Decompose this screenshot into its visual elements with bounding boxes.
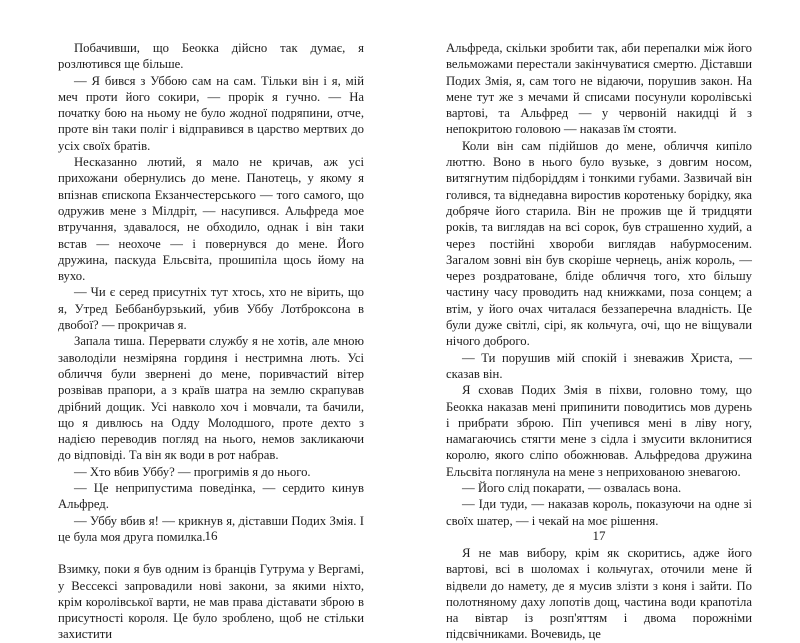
paragraph: — Уббу вбив я! — крикнув я, діставши Подих Змія. І це була моя друга помилка.	[58, 513, 364, 544]
paragraph: — Ти порушив мій спокій і зневажив Христа, — сказав він.	[446, 350, 752, 381]
right-page	[446, 40, 752, 643]
paragraph: — Хто вбив Уббу? — прогримів я до нього.	[74, 464, 311, 479]
page-number-right: 17	[592, 528, 606, 543]
paragraph: Коли він сам підійшов до мене, обличчя кипіло люттю. Воно в нього було вузьке, з довгим носом, витягнутим підборіддям і тонкими губами. Зазвичай він голився, та віднедавна виростив коротеньку борідку, яка добряче його старила. Він не прожив ще й тридцяти років, та виглядав на всі сорок, був страшенно худий, а через постійні хвороби виглядав набурмосеним. Загалом зовні він був скоріше чернець, аніж король, — через роздратоване, бліде обличчя того, хто більшу частину часу проводить над книжками, поза сонцем; а втім, у його очах читалася беззаперечна владність. Це були дуже світлі, сірі, як кольчуга, очі, що не віщували нічого доброго.	[446, 138, 752, 349]
paragraph: — Його слід покарати, — озвалась вона.	[462, 481, 682, 496]
paragraph: Несказанно лютий, я мало не кричав, аж усі прихожани обернулись до мене. Панотець, у якому я впізнав єпископа Екзанчестерського — того самого, що одружив мене з Мілдріт, — насупився. Альфреда мое втручання, здавалося, не обходило, однак і він таки встав — неохоче — і повернувся до мене. Його дружина, паскуда Ельсвіта, прошипіла щось йому на вухо.	[58, 155, 364, 284]
left-page	[58, 40, 364, 643]
paragraph: — Чи є серед присутніх тут хтось, хто не вірить, що я, Утред Беббанбурзький, убив Уббу Лотброксона в двобої? — прокричав я.	[58, 285, 364, 333]
paragraph: — Я бився з Уббою сам на сам. Тільки він і я, мій меч проти його сокири, — прорік я гучно. — На початку бою на ньому не було жодної подряпини, отче, проте він таки поліг і відправився в царство мертвих до усіх своїх братів.	[58, 73, 364, 153]
paragraph: Взимку, поки я був одним із бранців Гутрума у Вергамі, у Вессексі запровадили нові закони, за якими ніхто, крім королівської варти, не мав права діставати зброю в присутності короля. Це було зроблено, щоб не стільки захистити	[58, 562, 364, 642]
paragraph: Альфреда, скільки зробити так, аби перепалки між його вельможами перестали закінчуватися смертю. Діставши Подих Змія, я, сам того не відаючи, порушив закон. На мене тут же з мечами й списами посунули королівські вартові, та Альфред — у червоній накидці й з непокритою головою — наказав їм стояти.	[446, 41, 752, 137]
paragraph: Побачивши, що Беокка дійсно так думає, я розлютився ще більше.	[58, 41, 364, 72]
paragraph: — Це неприпустима поведінка, — сердито кинув Альфред.	[58, 481, 364, 512]
paragraph: Я не мав вибору, крім як скоритись, адже його вартові, всі в шоломах і кольчугах, оточили мене й відвели до намету, де я мусив злізти з коня і зайти. По полотняному даху лопотів дощ, частина води крапотіла на вівтар із розп'яттям і двома порожніми підсвічниками. Вочевидь, це	[446, 545, 752, 642]
page-number-left: 16	[204, 528, 218, 543]
paragraph: — Іди туди, — наказав король, показуючи на одне зі своїх шатер, — і чекай на моє рішення.	[446, 497, 752, 528]
paragraph: Я сховав Подих Змія в піхви, головно тому, що Беокка наказав мені припинити поводитись мов дурень і прибрати зброю. Піп учепився мені в ліву ногу, намагаючись стягти мене з сідла і змусити вклонитися королю, якого сліпо обожнював. Альфредова дружина Ельсвіта поглянула на мене з неприхованою зневагою.	[446, 383, 752, 479]
paragraph: Запала тиша. Перервати службу я не хотів, але мною заволоділи незміряна гординя і нестримна лють. Усі обличчя були звернені до мене, поривчастий вітер розвівав прапори, а з країв шатра на землю скрапував дрібний дощик. Усі навколо хоч і мовчали, та бачили, що я дивлюсь на Одду Молодшого, проте дехто з надією переводив погляд на нього, немов закликаючи до відповіді. Та він як води в рот набрав.	[58, 334, 364, 463]
